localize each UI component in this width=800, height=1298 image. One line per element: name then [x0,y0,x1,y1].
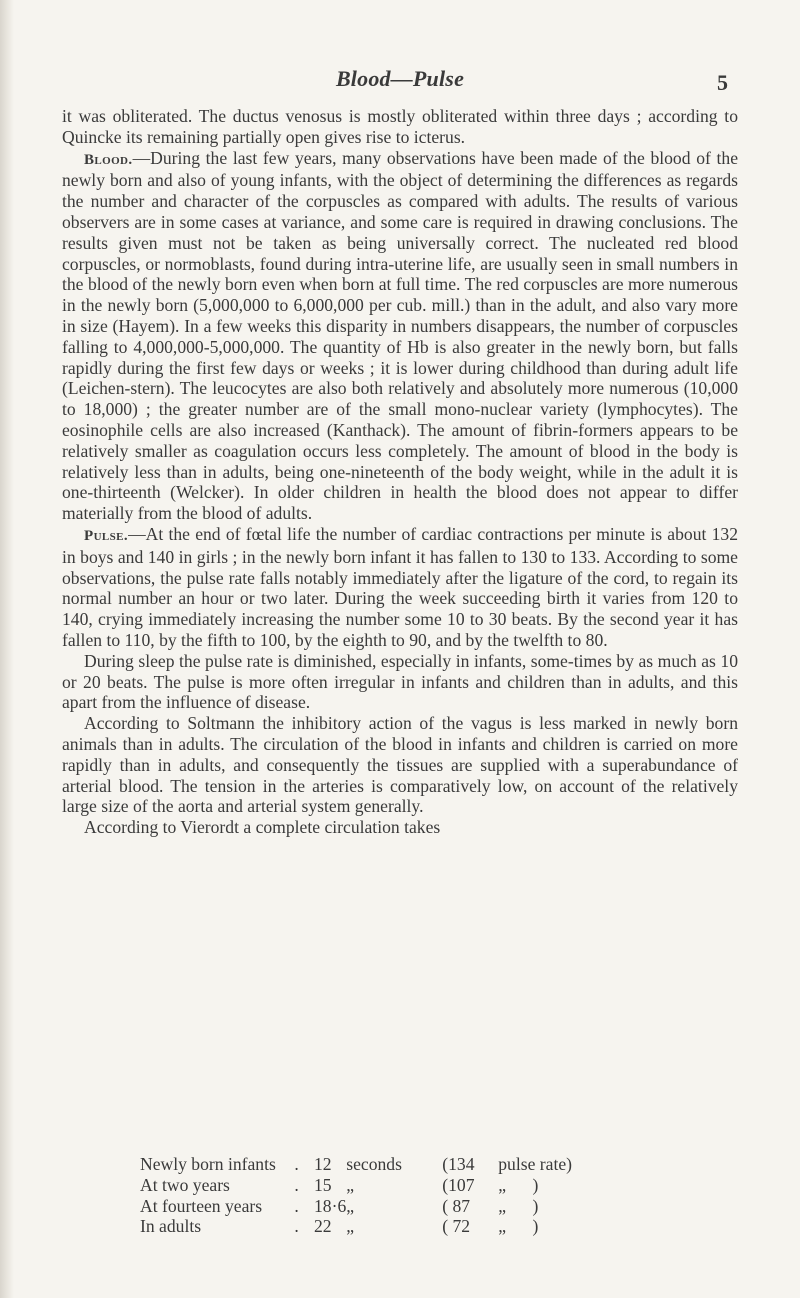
table-row [140,1196,572,1217]
paragraph-text: According to Vierordt a complete circulation takes [84,817,441,838]
circulation-time-table [140,1154,572,1237]
paragraph-text: During sleep the pulse rate is diminished, especially in infants, some-times by as much as 10 or 20 beats. The pulse is more often irregular in infants and children than in adults, and this apart from the influence of disease. [62,650,738,713]
paragraph-sleep [62,651,738,713]
seconds-value: 18·6 [314,1195,347,1216]
seconds-value: 12 [314,1154,332,1174]
pulse-unit: „ ) [498,1174,539,1195]
leader-dots: . [290,1216,299,1237]
paragraph-blood [62,148,738,524]
table-row [140,1175,572,1196]
paragraph-text: —During the last few years, many observations have been made of the blood of the newly born and also of young infants, with the object of determining the differences as regards the number and character of the corpuscles as compared with adults. The results of various observers are in some cases at variance, and some care is required in drawing conclusions. The results given must not be taken as being universally correct. The nucleated red blood corpuscles, or normoblasts, found during intra-uterine life, are usually seen in small numbers in the blood of the newly born even when born at full time. The red corpuscles are more numerous in the newly born (5,000,000 to 6,000,000 per cub. mill.) than in the adult, and also vary more in size (Hayem). In a few weeks this disparity in numbers disappears, the number of corpuscles falling to 4,000,000-5,000,000. The quantity of Hb is also greater in the newly born, but falls rapidly during the first few days or weeks ; it is lower during childhood than during adult life (Leichen-stern). The leucocytes are also both relatively and absolutely more numerous (10,000 to 18,000) ; the greater number are of the small mono-nuclear variety (lymphocytes). The eosinophile cells are also increased (Kanthack). The amount of fibrin-formers appears to be relatively smaller as coagulation occurs less completely. The amount of blood in the body is relatively less than in adults, being one-nineteenth of the body weight, while in the adult it is one-thirteenth (Welcker). In older children in health the blood does not appear to differ materially from the blood of adults. [62,147,738,524]
page-gutter-shadow [0,0,14,1298]
pulse-unit: „ ) [498,1216,539,1237]
seconds-unit: „ [346,1174,355,1195]
seconds-unit: seconds [346,1154,402,1174]
body-text [62,106,738,838]
leader-dots: . [290,1174,299,1195]
paragraph-text: —At the end of fœtal life the number of cardiac contractions per minute is about 132 in boys and 140 in girls ; in the newly born infant it has fallen to 130 to 133. According to some observations, the pulse rate falls notably immediately after the ligature of the cord, to regain its normal number an hour or two later. During the week succeeding birth it varies from 120 to 140, crying immediately increasing the number some 10 to 30 beats. By the second year it has fallen to 110, by the fifth to 100, by the eighth to 90, and by the twelfth to 80. [62,523,738,650]
seconds-value: 22 [314,1216,332,1237]
seconds-unit: „ [346,1195,355,1216]
page-number: 5 [717,70,728,95]
leader-dots: . [290,1195,299,1216]
paragraph-soltmann [62,713,738,817]
section-heading-blood: Blood. [84,151,133,168]
table-row [140,1216,572,1237]
pulse-value: ( 72 [442,1216,471,1237]
table-row [140,1154,572,1175]
row-label: Newly born infants [140,1154,276,1174]
pulse-value: ( 87 [442,1195,471,1216]
running-head [0,66,800,95]
pulse-value: (107 [442,1174,475,1195]
row-label: In adults [140,1216,202,1237]
paragraph-pulse [62,524,738,651]
paragraph-text: it was obliterated. The ductus venosus is mostly obliterated within three days ; according to Quincke its remaining partially open gives rise to icterus. [62,106,738,147]
pulse-value: (134 [442,1154,475,1174]
paragraph-text: According to Soltmann the inhibitory action of the vagus is less marked in newly born animals than in adults. The circulation of the blood in infants and children is carried on more rapidly than in adults, and consequently the tissues are supplied with a superabundance of arterial blood. The tension in the arteries is comparatively low, on account of the relatively large size of the aorta and arterial system generally. [62,713,738,817]
running-title: Blood—Pulse [335,66,465,91]
section-heading-pulse: Pulse. [84,527,129,544]
row-label: At fourteen years [140,1195,263,1216]
seconds-value: 15 [314,1174,332,1195]
seconds-unit: „ [346,1216,355,1237]
paragraph-ductus [62,106,738,148]
leader-dots: . [290,1154,299,1174]
pulse-unit: pulse rate) [498,1154,573,1174]
paragraph-vierordt [62,817,738,838]
row-label: At two years [140,1174,230,1195]
pulse-unit: „ ) [498,1195,539,1216]
